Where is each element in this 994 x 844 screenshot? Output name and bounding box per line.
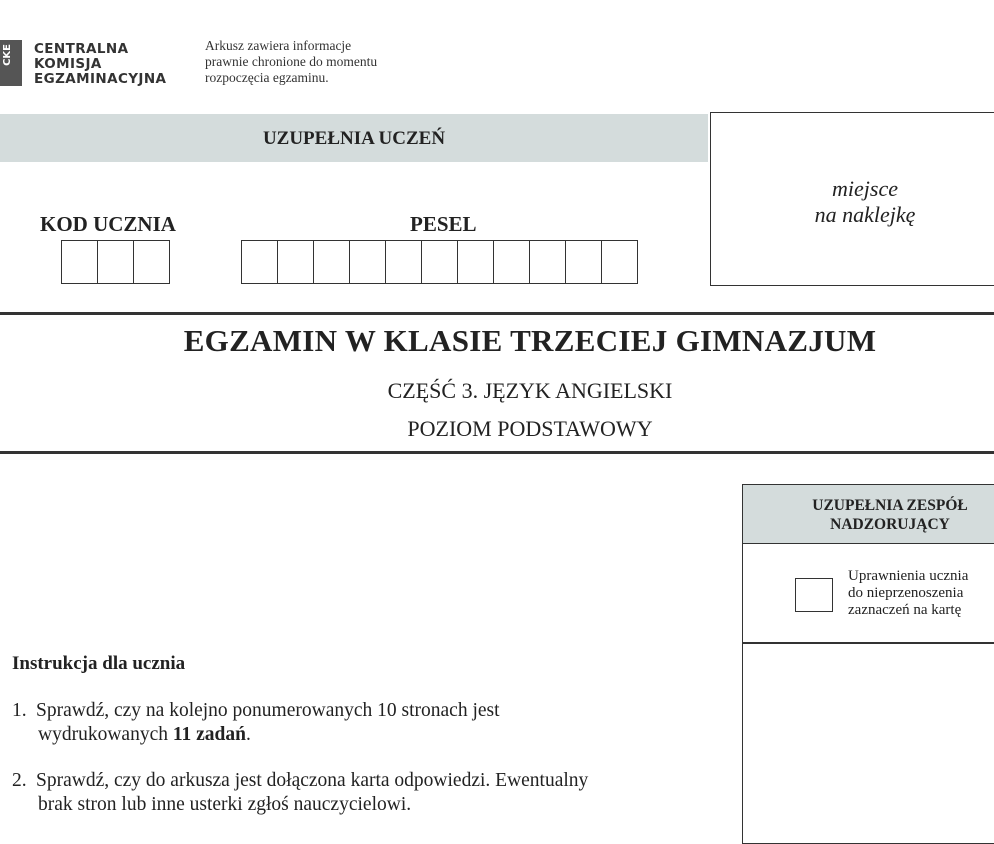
instructions-title: Instrukcja dla ucznia [12, 653, 186, 674]
pesel-boxes[interactable] [241, 240, 638, 284]
code-box[interactable] [134, 240, 170, 284]
pesel-box[interactable] [278, 240, 314, 284]
permissions-label: Uprawnienia ucznia do nieprzenoszenia zaznaczeń na kartę [848, 568, 969, 618]
top-rule [0, 312, 994, 315]
pesel-box[interactable] [530, 240, 566, 284]
code-box[interactable] [62, 240, 98, 284]
pesel-box[interactable] [386, 240, 422, 284]
exam-part: CZĘŚĆ 3. JĘZYK ANGIELSKI [387, 378, 673, 403]
pesel-box[interactable] [458, 240, 494, 284]
student-code-label: KOD UCZNIA [40, 212, 176, 236]
instruction-item-1: 1. Sprawdź, czy na kolejno ponumerowanych 10 stronach jest wydrukowanych 11 zadań. [12, 700, 500, 745]
student-section-title: UZUPEŁNIA UCZEŃ [262, 128, 446, 149]
confidentiality-notice: Arkusz zawiera informacje prawnie chronione do momentu rozpoczęcia egzaminu. [205, 38, 378, 85]
exam-title: EGZAMIN W KLASIE TRZECIEJ GIMNAZJUM [183, 323, 877, 358]
sticker-label: miejsce na naklejkę [814, 176, 916, 227]
pesel-label: PESEL [410, 212, 477, 236]
pesel-box[interactable] [494, 240, 530, 284]
pesel-box[interactable] [314, 240, 350, 284]
pesel-box[interactable] [566, 240, 602, 284]
instruction-item-2: 2. Sprawdź, czy do arkusza jest dołączona karta odpowiedzi. Ewentualny brak stron lub inne usterki zgłoś nauczycielowi. [12, 770, 589, 815]
cke-logo-icon: CKE [0, 40, 22, 86]
supervisor-divider [742, 642, 994, 644]
exam-level: POZIOM PODSTAWOWY [407, 416, 653, 441]
cke-logo-text: CENTRALNA KOMISJA EGZAMINACYJNA [34, 41, 167, 87]
code-box[interactable] [98, 240, 134, 284]
bottom-rule [0, 451, 994, 454]
pesel-box[interactable] [422, 240, 458, 284]
pesel-box[interactable] [350, 240, 386, 284]
pesel-box[interactable] [602, 240, 638, 284]
supervisor-title: UZUPEŁNIA ZESPÓŁ NADZORUJĄCY [812, 497, 968, 533]
student-code-boxes[interactable] [61, 240, 170, 284]
pesel-box[interactable] [242, 240, 278, 284]
permissions-checkbox[interactable] [795, 578, 833, 612]
